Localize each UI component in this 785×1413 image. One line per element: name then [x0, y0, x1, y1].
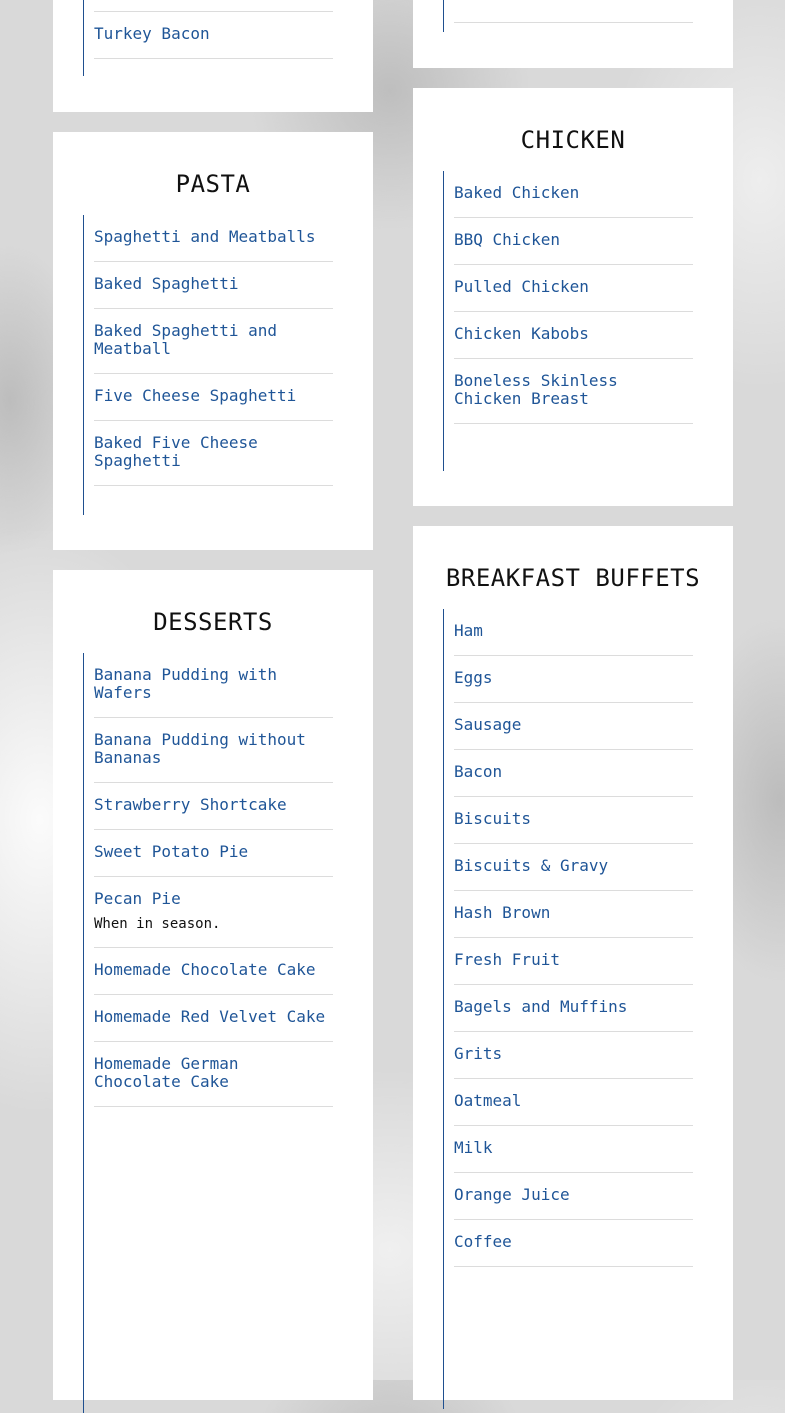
- menu-item-link[interactable]: Homemade Red Velvet Cake: [94, 1007, 326, 1026]
- menu-item-link[interactable]: Orange Juice: [454, 1185, 570, 1204]
- menu-item-link[interactable]: Baked Spaghetti and Meatball: [94, 321, 278, 358]
- menu-list: [443, 171, 694, 471]
- list-item: [94, 783, 333, 830]
- list-item: [94, 718, 333, 783]
- menu-item-link[interactable]: Boneless Skinless Chicken Breast: [454, 371, 618, 408]
- menu-item-link[interactable]: Ham: [454, 621, 483, 640]
- menu-item-link[interactable]: Eggs: [454, 668, 493, 687]
- menu-card-top-right: [413, 0, 733, 68]
- menu-card-breakfast-buffets: [413, 526, 733, 1400]
- menu-item-link[interactable]: Chicken Kabobs: [454, 324, 589, 343]
- menu-item-link[interactable]: Biscuits: [454, 809, 532, 828]
- list-item: [454, 0, 693, 23]
- menu-item-link[interactable]: Baked Five Cheese Spaghetti: [94, 433, 258, 470]
- menu-list: [83, 215, 334, 515]
- list-item: [454, 1032, 693, 1079]
- section-title: CHICKEN: [520, 126, 626, 154]
- menu-item-link[interactable]: Homemade German Chocolate Cake: [94, 1054, 239, 1091]
- menu-item-link[interactable]: Homemade Chocolate Cake: [94, 960, 316, 979]
- menu-item-link[interactable]: Coffee: [454, 1232, 512, 1251]
- menu-card-desserts: [53, 570, 373, 1400]
- list-item: [454, 1126, 693, 1173]
- section-title: BREAKFAST BUFFETS: [445, 564, 701, 592]
- list-item: [94, 421, 333, 486]
- menu-item-link[interactable]: Spaghetti and Meatballs: [94, 227, 316, 246]
- list-item: [454, 359, 693, 424]
- menu-list: [443, 0, 694, 32]
- list-item: [454, 265, 693, 312]
- list-item: [454, 750, 693, 797]
- menu-item-link[interactable]: Pulled Chicken: [454, 277, 589, 296]
- menu-item-link[interactable]: Grits: [454, 1044, 503, 1063]
- list-item: [94, 653, 333, 718]
- list-item: [454, 609, 693, 656]
- menu-item-link[interactable]: Turkey Bacon: [94, 24, 210, 43]
- menu-item-link[interactable]: Pecan Pie: [94, 889, 181, 908]
- list-item: [454, 844, 693, 891]
- menu-item-link[interactable]: Oatmeal: [454, 1091, 522, 1110]
- menu-item-link[interactable]: Baked Spaghetti: [94, 274, 239, 293]
- menu-item-link[interactable]: Baked Chicken: [454, 183, 580, 202]
- menu-item-link[interactable]: Bacon: [454, 762, 503, 781]
- menu-card-pasta: [53, 132, 373, 550]
- menu-card-chicken: [413, 88, 733, 506]
- menu-item-link[interactable]: Bagels and Muffins: [454, 997, 628, 1016]
- list-item: [94, 215, 333, 262]
- list-item: [94, 995, 333, 1042]
- list-item: [454, 985, 693, 1032]
- list-item: [454, 312, 693, 359]
- list-item: [454, 1220, 693, 1267]
- list-item: [94, 948, 333, 995]
- list-item: [454, 1173, 693, 1220]
- menu-list: [443, 609, 694, 1409]
- list-item: [94, 0, 333, 12]
- menu-item-link[interactable]: Banana Pudding without Bananas: [94, 730, 306, 767]
- list-item: [454, 656, 693, 703]
- menu-item-link[interactable]: Banana Pudding with Wafers: [94, 665, 278, 702]
- menu-item-note: When in season.: [94, 916, 221, 932]
- list-item: [454, 218, 693, 265]
- menu-item-link[interactable]: Five Cheese Spaghetti: [94, 386, 297, 405]
- section-title: DESSERTS: [153, 608, 273, 636]
- list-item: [94, 877, 333, 948]
- list-item: [454, 703, 693, 750]
- list-item: [94, 374, 333, 421]
- list-item: [454, 891, 693, 938]
- list-item: [94, 262, 333, 309]
- list-item: [454, 797, 693, 844]
- menu-item-link[interactable]: Sausage: [454, 715, 522, 734]
- menu-item-link[interactable]: BBQ Chicken: [454, 230, 560, 249]
- list-item: [94, 1042, 333, 1107]
- menu-item-link[interactable]: Fresh Fruit: [454, 950, 560, 969]
- list-item: [94, 309, 333, 374]
- list-item: [454, 1079, 693, 1126]
- menu-item-link[interactable]: Milk: [454, 1138, 493, 1157]
- section-title: PASTA: [175, 170, 251, 198]
- menu-item-link[interactable]: Strawberry Shortcake: [94, 795, 287, 814]
- menu-list: [83, 653, 334, 1413]
- list-item: [454, 938, 693, 985]
- menu-card-top-left: [53, 0, 373, 112]
- menu-item-link[interactable]: Biscuits & Gravy: [454, 856, 609, 875]
- menu-list: [83, 0, 334, 76]
- list-item: [94, 12, 333, 59]
- menu-item-link[interactable]: Hash Brown: [454, 903, 551, 922]
- list-item: [94, 830, 333, 877]
- list-item: [454, 171, 693, 218]
- menu-item-link[interactable]: Sweet Potato Pie: [94, 842, 249, 861]
